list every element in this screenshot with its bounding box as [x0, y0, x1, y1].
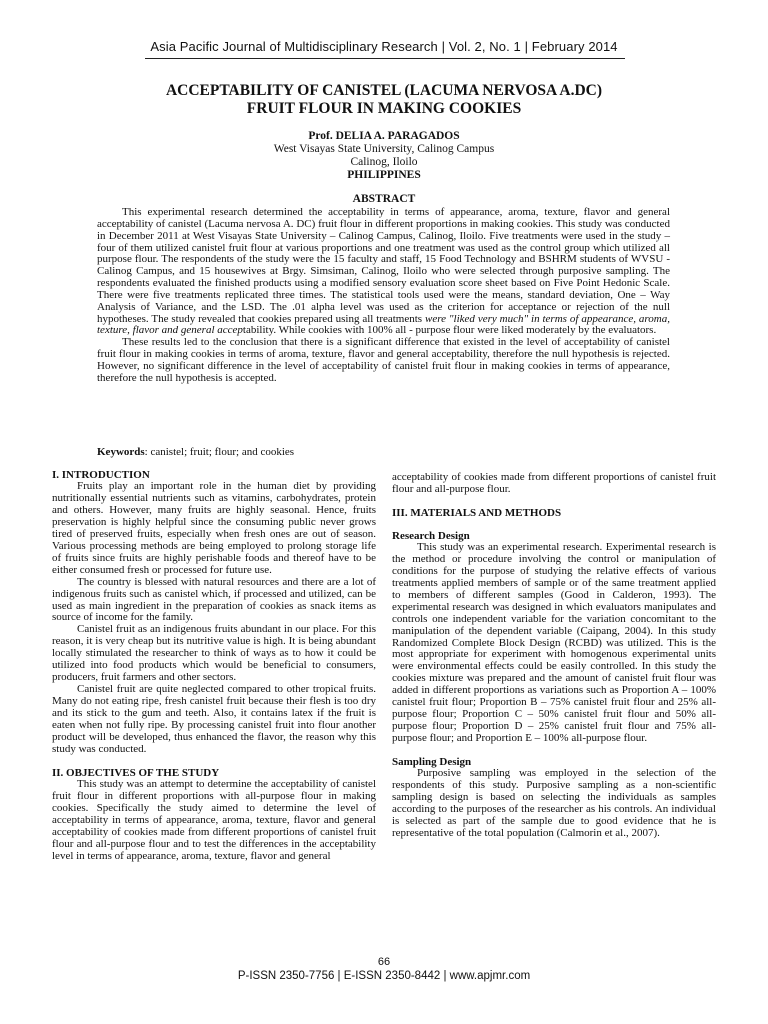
intro-paragraph-4: Canistel fruit are quite neglected compared to other tropical fruits. Many do not eating ripe, fresh canistel fruit because their flesh is too dry and its stick to the gum and teeth. Also, it contains latex if the fruit is eaten when not fully ripe. By processing canistel fruit into flour another product will be developed, thus enhanced the flavor, the reason why this study was conducted. [52, 683, 376, 755]
sampling-design-heading: Sampling Design [392, 756, 472, 769]
research-design-heading: Research Design [392, 529, 470, 542]
author-name: Prof. DELIA A. PARAGADOS [308, 130, 460, 142]
abstract-p1-end: tability. While cookies with 100% all - purpose flour were liked moderately by the evaluators. [242, 324, 657, 337]
keywords-text: : canistel; fruit; flour; and cookies [144, 446, 295, 458]
intro-paragraph-3: Canistel fruit as an indigenous fruits abundant in our place. For this reason, it is very cheap but its nutritive value is high. It is being abundant locally stimulated the researcher to think of ways as to how it could be utilized into food products which would be beneficial to consumers, producers, fruit farmers and other sectors. [52, 623, 376, 684]
left-column [52, 469, 376, 863]
abstract-p1-text: This experimental research determined the acceptability in terms of appearance, aroma, texture, flavor and general acceptability of canistel (Lacuma nervosa A. DC) fruit flour in different proportions in making cookies. This study was conducted in December 2011 at West Visayas State University – Calinog Campus, Calinog, Iloilo. Five treatments were used in the study – four of them utilized canistel fruit flour at various proportions and one treatment was used as the control group which utilized all purpose flour. The respondents of the study were the 15 faculty and staff, 15 Food Technology and BSHRM students of WVSU - Calinog Campus, and 15 housewives at Brgy. Simsiman, Calinog, Iloilo who were selected through purposive sampling. The respondents evaluated the finished products using a modified sensory evaluation score sheet based on Five Point Hedonic Scale. There were five treatments replicated three times. The statistical tools used were the means, standard deviation, One – Way Analysis of Variance, and the LSD. The .01 alpha level was used as the criterion for acceptance or rejection of the null hypotheses. The study revealed that cookies prepared using all treatments [97, 206, 670, 325]
right-column [392, 472, 716, 840]
issn-footer: P-ISSN 2350-7756 | E-ISSN 2350-8442 | www.apjmr.com [237, 970, 531, 982]
abstract-heading: ABSTRACT [352, 193, 416, 205]
objectives-heading: II. OBJECTIVES OF THE STUDY [52, 766, 220, 779]
abstract-p1-italic: were "liked very much" in terms of appearance, aroma, texture, flavor and general accep [97, 312, 670, 337]
page-number: 66 [377, 956, 391, 968]
title-line-2: FRUIT FLOUR IN MAKING COOKIES [246, 100, 522, 117]
materials-methods-heading: III. MATERIALS AND METHODS [392, 506, 562, 519]
intro-paragraph-1: Fruits play an important role in the human diet by providing nutritionally essential nutrients such as vitamins, carbohydrates, protein and others. However, many fruits are highly seasonal. Hence, fruits preservation is highly helpful since the consuming public never grows tired of preserved fruits, especially when fresh ones are out of season. Various processing methods are being employed to prolong storage life of fruits since fruits are highly perishable foods and thereof have to be either consumed fresh or processed for future use. [52, 480, 376, 576]
abstract-body [97, 207, 670, 385]
paper-title [0, 82, 768, 118]
author-location: Calinog, Iloilo [350, 156, 418, 168]
journal-header: Asia Pacific Journal of Multidisciplinary Research | Vol. 2, No. 1 | February 2014 [150, 39, 618, 54]
title-line-1: ACCEPTABILITY OF CANISTEL (LACUMA NERVOSA A.DC) [165, 82, 603, 99]
keywords-label: Keywords [97, 446, 145, 458]
abstract-paragraph-1 [97, 207, 670, 337]
header-rule [145, 58, 625, 59]
objectives-paragraph: This study was an attempt to determine the acceptability of canistel fruit flour in different proportions with all-purpose flour in making cookies. Specifically the study aimed to determine the level of acceptability in terms of appearance, aroma, texture, flavor and general acceptability of cookies made from different proportions of canistel fruit flour and all-purpose flour and to test the differences in the acceptability level in terms of appearance, aroma, texture, flavor and general [52, 777, 376, 862]
author-country: PHILIPPINES [347, 169, 421, 181]
intro-paragraph-2: The country is blessed with natural resources and there are a lot of indigenous fruits such as canistel which, if processed and utilized, can be used as main ingredient in the preparation of cookies as snack items as source of income for the family. [52, 575, 376, 624]
author-block [0, 130, 768, 182]
abstract-paragraph-2: These results led to the conclusion that there is a significant difference that existed in the level of acceptability of canistel fruit flour in making cookies in terms of aroma, texture, flavor and general acceptability, therefore the null hypothesis is rejected. However, no significant difference in the level of acceptability of canistel fruit flour in making cookies in terms of appearance, therefore the null hypothesis is accepted. [97, 336, 670, 384]
sampling-design-paragraph: Purposive sampling was employed in the selection of the respondents of this study. Purposive sampling as a non-scientific sampling design is based on selecting the individuals as samples according to the purposes of the researcher as his controls. An individual is selected as part of the sample due to good evidence that he is representative of the total population (Calmorin et al., 2007). [392, 767, 716, 839]
research-design-paragraph: This study was an experimental research. Experimental research is the method or procedure involving the control or manipulation of conditions for the purpose of studying the relative effects of various treatments applied members of sample or of the same treatment applied to members of different samples (Good in Calderon, 1993). The experimental research was designed in which evaluators manipulates and controls one independent variable for the variation concomitant to the manipulation of the dependent variable (Caipang, 2004). In this study Randomized Complete Block Design (RCBD) was utilized. This is the most appropriate for experiment with homogenous experimental units were environmental effects could be easily controlled. In this study the cookies mixture was prepared and the amount of canistel fruit flour was added in different proportions as variations such as Proportion A – 100% canistel fruit flour; Proportion B – 75% canistel fruit flour and 25% all-purpose flour; Proportion C – 50% canistel fruit flour and 50% all-purpose flour; Proportion D – 25% canistel fruit flour and 75% all-purpose flour; and Proportion E – 100% all-purpose flour. [392, 540, 716, 745]
objectives-continued: acceptability of cookies made from different proportions of canistel fruit flour and all-purpose flour. [392, 471, 716, 495]
introduction-heading: I. INTRODUCTION [52, 469, 150, 481]
keywords-line [97, 446, 670, 458]
author-affiliation: West Visayas State University, Calinog Campus [273, 143, 495, 155]
